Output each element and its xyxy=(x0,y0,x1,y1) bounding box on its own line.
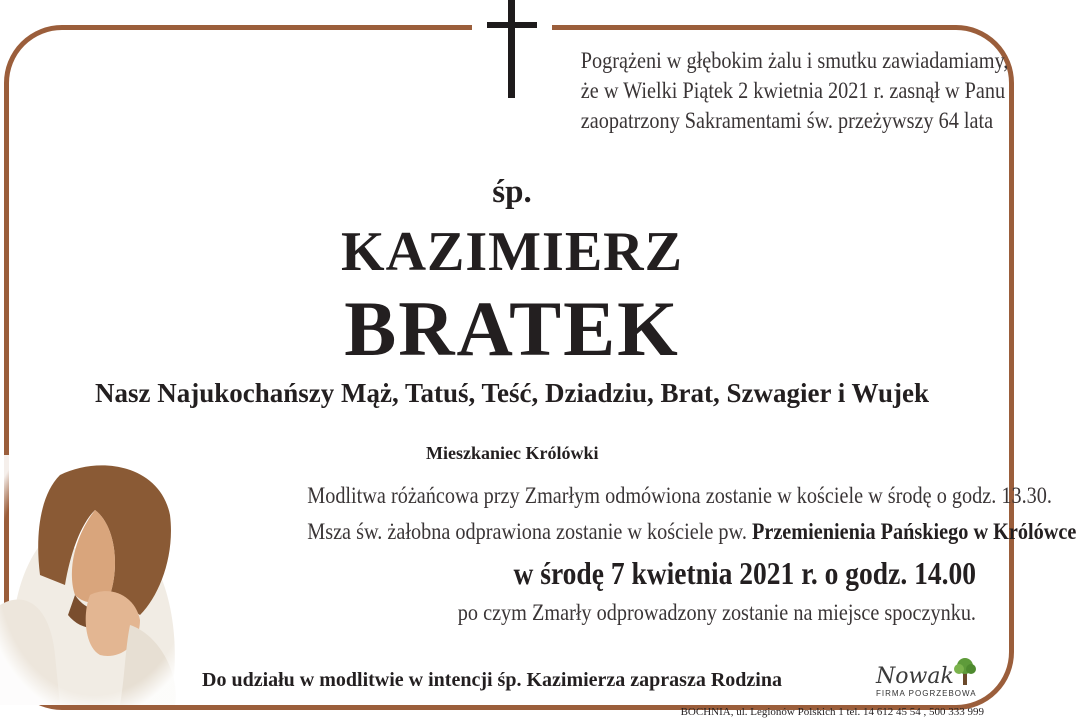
rosary-line: Modlitwa różańcowa przy Zmarłym odmówiona zostanie w kościele w środę o godz. 13.30. xyxy=(307,483,1052,508)
invitation-line: Do udziału w modlitwie w intencji śp. Kazimierza zaprasza Rodzina xyxy=(202,669,782,691)
ceremony-details xyxy=(216,478,1076,630)
logo-subtitle: FIRMA POGRZEBOWA xyxy=(876,689,977,698)
mass-date: w środę 7 kwietnia 2021 r. o godz. 14.00 xyxy=(513,555,976,591)
mass-line xyxy=(307,514,1076,550)
relations-line: Nasz Najukochańszy Mąż, Tatuś, Teść, Dziadziu, Brat, Szwagier i Wujek xyxy=(94,378,930,408)
burial-line: po czym Zmarły odprowadzony zostanie na miejsce spoczynku. xyxy=(457,600,976,625)
mass-prefix: Msza św. żałobna odprawiona zostanie w kościele pw. xyxy=(307,519,747,544)
tree-icon xyxy=(952,656,978,686)
intro-line: że w Wielki Piątek 2 kwietnia 2021 r. zasnął w Panu xyxy=(580,78,1006,103)
cross-icon xyxy=(508,0,515,98)
footer-contact: BOCHNIA, ul. Legionów Polskich 1 tel. 14 612 45 54 , 500 333 999 xyxy=(680,706,984,718)
mass-church: Przemienienia Pańskiego w Królówce xyxy=(751,519,1076,544)
logo-name: Nowak xyxy=(876,664,954,689)
intro-text xyxy=(580,46,1009,136)
name-prefix: śp. xyxy=(492,174,532,210)
funeral-home-logo xyxy=(862,662,982,702)
deceased-last-name: BRATEK xyxy=(344,285,680,372)
intro-line: zaopatrzony Sakramentami św. przeżywszy 64 lata xyxy=(580,108,994,133)
residence-line: Mieszkaniec Królówki xyxy=(426,443,599,463)
cross-icon-bar xyxy=(487,22,537,28)
intro-line: Pogrążeni w głębokim żalu i smutku zawiadamiamy, xyxy=(580,48,1009,73)
deceased-first-name: KAZIMIERZ xyxy=(341,221,683,283)
praying-jesus-image xyxy=(0,455,190,705)
